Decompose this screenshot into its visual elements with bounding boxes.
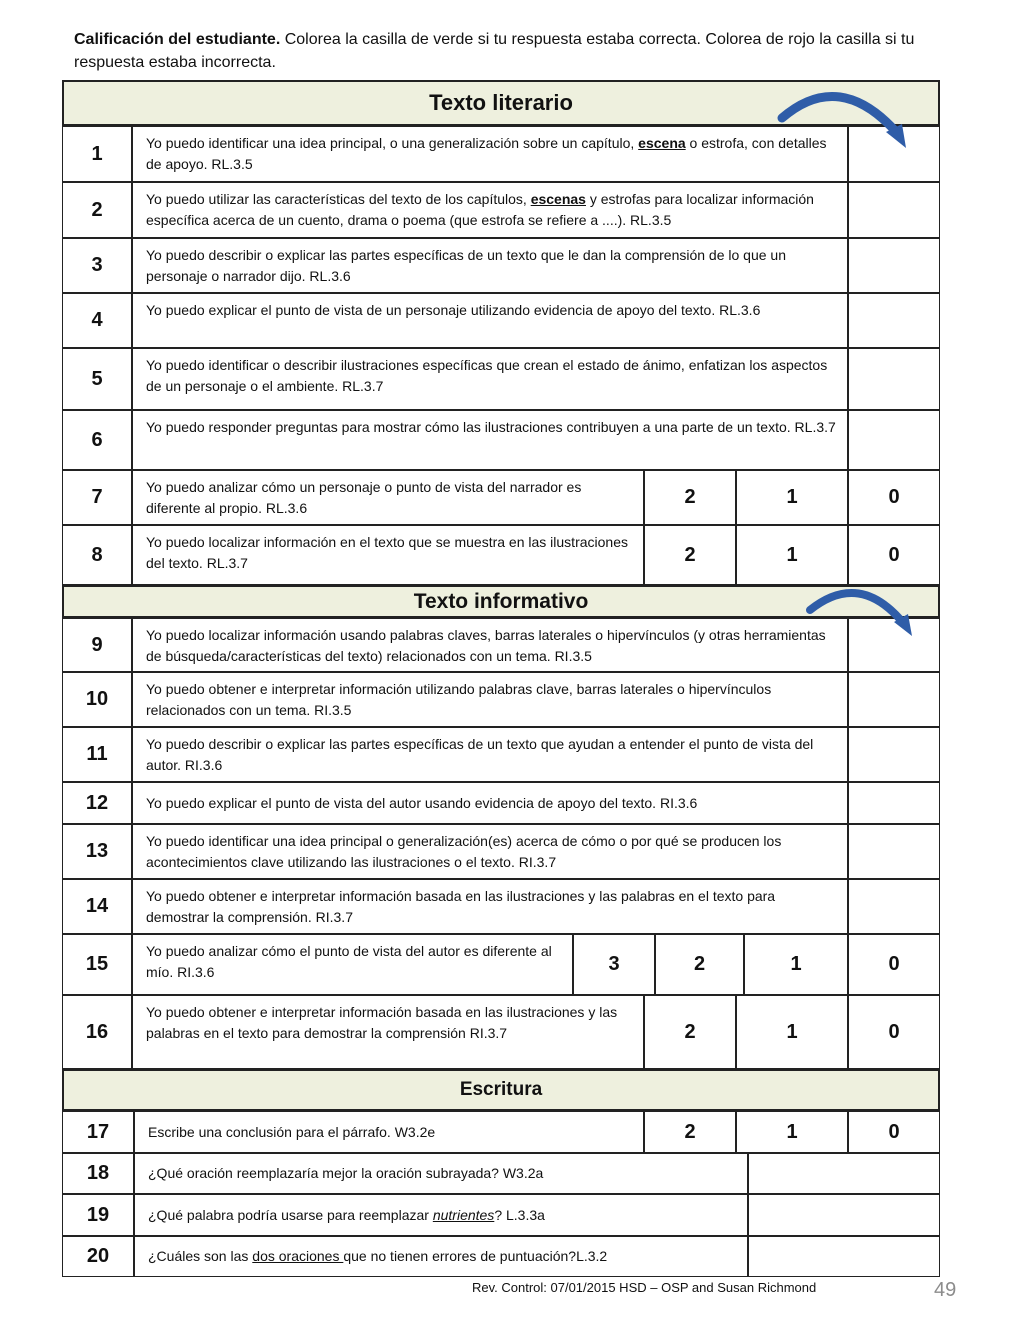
criterion-text-post: que no tienen errores de puntuación?L.3.2	[343, 1248, 608, 1264]
criterion-text	[132, 782, 848, 824]
score-option-3[interactable]: 3	[573, 934, 655, 995]
criterion-text	[134, 1236, 748, 1277]
score-option-2[interactable]: 2	[644, 470, 736, 525]
row-number: 1	[62, 126, 132, 182]
row-number: 11	[62, 727, 132, 782]
criterion-underlined-word: escena	[638, 135, 686, 151]
criterion-text-post: y estrofas para localizar información específica acerca de un cuento, drama o poema (que estrofa se refiere a ....). RL.3.5	[146, 191, 814, 228]
criterion-text	[132, 470, 644, 525]
criterion-text	[134, 1194, 748, 1236]
criterion-text-content: Yo puedo identificar una idea principal o generalización(es) acerca de cómo o por qué se producen los acontecimientos clave utilizando las ilustraciones o el texto. RI.3.7	[146, 833, 782, 870]
criterion-text-pre: ¿Cuáles son las	[148, 1248, 253, 1264]
criterion-text	[132, 410, 848, 470]
curved-arrow-icon	[800, 580, 920, 640]
criterion-underlined-word: escenas	[530, 191, 586, 207]
row-number: 9	[62, 618, 132, 672]
color-box[interactable]	[748, 1236, 940, 1277]
criterion-text-post: o estrofa, con detalles de apoyo. RL.3.5	[146, 135, 827, 172]
criterion-text-content: Yo puedo describir o explicar las partes específicas de un texto que le dan la comprensión de lo que un personaje o narrador dijo. RL.3.6	[146, 247, 787, 284]
section-title-escritura	[62, 1069, 940, 1111]
row-number: 2	[62, 182, 132, 238]
criterion-text-post: ? L.3.3a	[494, 1206, 545, 1223]
criterion-text	[132, 879, 848, 934]
instructions-text: Colorea la casilla de verde si tu respuesta estaba correcta. Colorea de rojo la casilla si tu respuesta estaba incorrecta.	[74, 31, 915, 71]
page-number: 49	[934, 1279, 957, 1301]
criterion-text	[132, 348, 848, 410]
row-number: 10	[62, 672, 132, 727]
score-option-1[interactable]: 1	[744, 934, 848, 995]
criterion-text	[134, 1153, 748, 1194]
criterion-text-content: Yo puedo analizar cómo un personaje o punto de vista del narrador es diferente al propio. RL.3.6	[146, 479, 582, 516]
color-box[interactable]	[848, 879, 940, 934]
criterion-text-pre: Yo puedo identificar una idea principal, o una generalización sobre un capítulo,	[146, 135, 639, 151]
score-option-1[interactable]: 1	[736, 470, 848, 525]
row-number: 7	[62, 470, 132, 525]
criterion-underlined-word: dos oraciones	[252, 1248, 344, 1264]
criterion-text-content: Yo puedo explicar el punto de vista del autor usando evidencia de apoyo del texto. RI.3.6	[146, 794, 698, 811]
row-number: 3	[62, 238, 132, 293]
criterion-text-pre: Yo puedo utilizar las características del texto de los capítulos,	[146, 191, 531, 207]
section-title-escritura-text: Escritura	[459, 1079, 543, 1100]
criterion-text	[132, 126, 848, 182]
criterion-text-content	[148, 1205, 545, 1226]
score-option-1[interactable]: 1	[736, 1111, 848, 1153]
footer-revision: Rev. Control: 07/01/2015 HSD – OSP and Susan Richmond	[472, 1280, 817, 1295]
row-number: 14	[62, 879, 132, 934]
section-title-informativo-text: Texto informativo	[413, 589, 589, 613]
row-number: 4	[62, 293, 132, 348]
color-box[interactable]	[748, 1153, 940, 1194]
row-number: 16	[62, 995, 132, 1069]
score-option-0[interactable]: 0	[848, 995, 940, 1069]
color-box[interactable]	[748, 1194, 940, 1236]
score-option-2[interactable]: 2	[644, 995, 736, 1069]
criterion-text-content: Yo puedo explicar el punto de vista de un personaje utilizando evidencia de apoyo del texto. RL.3.6	[146, 302, 761, 318]
row-number: 20	[62, 1236, 134, 1277]
row-number: 8	[62, 525, 132, 585]
criterion-text-content: Yo puedo obtener e interpretar información basada en las ilustraciones y las palabras en el texto para demostrar la comprensión. RI.3.7	[146, 888, 776, 925]
criterion-text	[132, 995, 644, 1069]
row-number: 5	[62, 348, 132, 410]
criterion-text-content	[146, 191, 814, 228]
row-number: 18	[62, 1153, 134, 1194]
section-title-literario-text: Texto literario	[429, 90, 573, 115]
score-option-0[interactable]: 0	[848, 525, 940, 585]
row-number: 17	[62, 1111, 134, 1153]
criterion-text-content: Yo puedo localizar información en el texto que se muestra en las ilustraciones del texto. RL.3.7	[146, 534, 628, 571]
color-box[interactable]	[848, 672, 940, 727]
score-option-0[interactable]: 0	[848, 470, 940, 525]
color-box[interactable]	[848, 410, 940, 470]
criterion-text	[132, 672, 848, 727]
criterion-underlined-word: nutrientes	[432, 1206, 495, 1223]
criterion-text-content	[148, 1246, 607, 1267]
criterion-text-pre: ¿Qué palabra podría usarse para reemplazar	[148, 1206, 433, 1223]
color-box[interactable]	[848, 727, 940, 782]
color-box[interactable]	[848, 238, 940, 293]
score-option-2[interactable]: 2	[644, 525, 736, 585]
instructions-bold: Calificación del estudiante.	[74, 31, 281, 48]
criterion-text-content: Yo puedo analizar cómo el punto de vista del autor es diferente al mío. RI.3.6	[146, 943, 552, 980]
criterion-text	[132, 238, 848, 293]
criterion-text	[132, 618, 848, 672]
curved-arrow-icon	[770, 82, 910, 154]
criterion-text-content: Yo puedo localizar información usando palabras claves, barras laterales o hipervínculos (y otras herramientas de búsqueda/características del texto) relacionados con un tema. RI.3.5	[146, 627, 826, 664]
row-number: 19	[62, 1194, 134, 1236]
criterion-text-content: Yo puedo obtener e interpretar información utilizando palabras clave, barras laterales o hipervínculos relacionados con un tema. RI.3.5	[146, 681, 772, 718]
row-number: 13	[62, 824, 132, 879]
instructions	[74, 28, 924, 74]
color-box[interactable]	[848, 182, 940, 238]
score-option-0[interactable]: 0	[848, 1111, 940, 1153]
color-box[interactable]	[848, 293, 940, 348]
criterion-text-content: Yo puedo identificar o describir ilustraciones específicas que crean el estado de ánimo, enfatizan los aspectos de un personaje o el ambiente. RL.3.7	[146, 357, 828, 394]
score-option-1[interactable]: 1	[736, 995, 848, 1069]
criterion-text	[134, 1111, 644, 1153]
row-number: 15	[62, 934, 132, 995]
criterion-text-content	[146, 135, 827, 172]
criterion-text	[132, 934, 573, 995]
row-number: 12	[62, 782, 132, 824]
criterion-text-content: Yo puedo describir o explicar las partes específicas de un texto que ayudan a entender el punto de vista del autor. RI.3.6	[146, 736, 814, 773]
score-option-0[interactable]: 0	[848, 934, 940, 995]
score-option-2[interactable]: 2	[655, 934, 744, 995]
score-option-2[interactable]: 2	[644, 1111, 736, 1153]
color-box[interactable]	[848, 348, 940, 410]
score-option-1[interactable]: 1	[736, 525, 848, 585]
criterion-text	[132, 525, 644, 585]
criterion-text-content: Yo puedo obtener e interpretar información basada en las ilustraciones y las palabras en el texto para demostrar la comprensión RI.3.7	[146, 1004, 618, 1041]
criterion-text	[132, 727, 848, 782]
criterion-text	[132, 182, 848, 238]
criterion-text-content: Yo puedo responder preguntas para mostrar cómo las ilustraciones contribuyen a una parte de un texto. RL.3.7	[146, 419, 836, 435]
row-number: 6	[62, 410, 132, 470]
criterion-text	[132, 824, 848, 879]
color-box[interactable]	[848, 824, 940, 879]
criterion-text-content: Escribe una conclusión para el párrafo. W3.2e	[148, 1123, 436, 1140]
criterion-text-content: ¿Qué oración reemplazaría mejor la oración subrayada? W3.2a	[148, 1165, 544, 1181]
criterion-text	[132, 293, 848, 348]
color-box[interactable]	[848, 782, 940, 824]
